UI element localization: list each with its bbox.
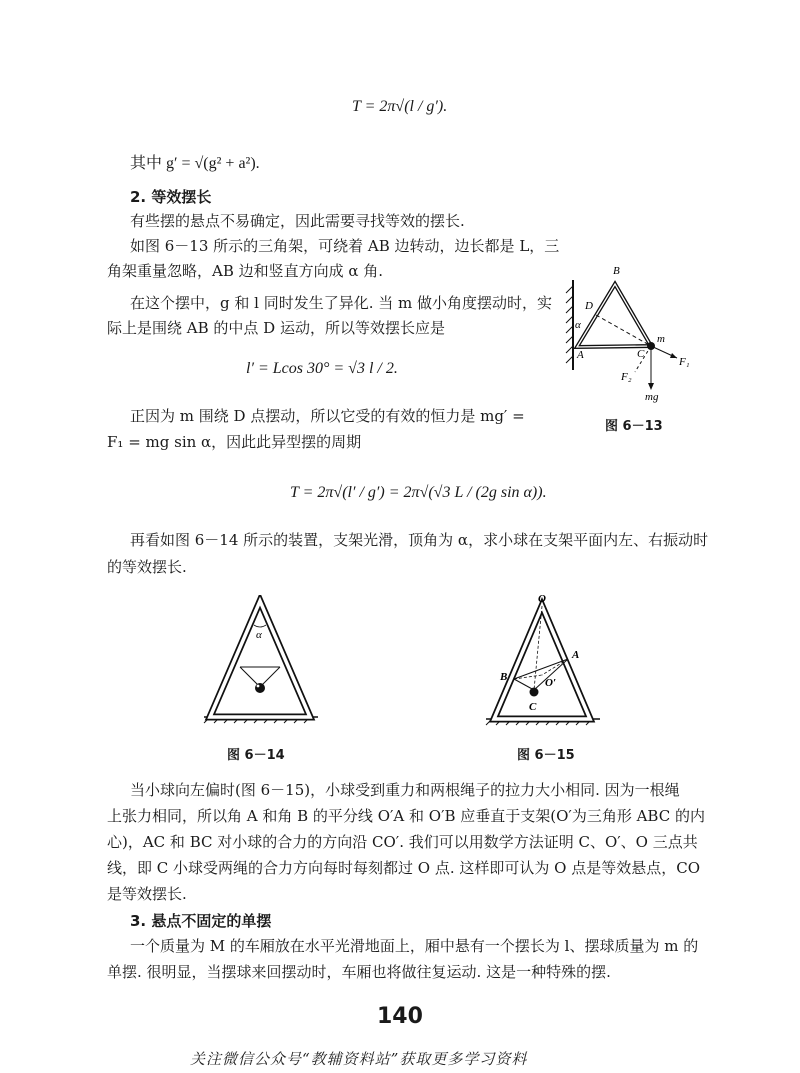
paragraph-5-line-5: 是等效摆长.: [107, 885, 187, 903]
formula-effective-length: l′ = Lcos 30° = √3 l / 2.: [246, 360, 398, 377]
paragraph-4-line-1: 再看如图 6－14 所示的装置，支架光滑，顶角为 α，求小球在支架平面内左、右振动时: [130, 531, 709, 549]
fig15-label-A: A: [572, 649, 580, 661]
fig14-label-alpha: α: [256, 629, 262, 641]
paragraph-1: 有些摆的悬点不易确定，因此需要寻找等效的摆长.: [130, 212, 465, 230]
paragraph-5-line-3: 心)，AC 和 BC 对小球的合力的方向沿 CO′. 我们可以用数学方法证明 C、O′、O 三点共: [107, 833, 698, 851]
paragraph-5-line-1: 当小球向左偏时(图 6－15)，小球受到重力和两根绳子的拉力大小相同. 因为一根绳: [130, 781, 680, 799]
fig13-label-A: A: [577, 349, 584, 361]
paragraph-2-line-1: 如图 6－13 所示的三角架，可绕着 AB 边转动，边长都是 L，三: [130, 237, 560, 255]
paragraph-2-line-4: 际上是围绕 AB 的中点 D 运动，所以等效摆长应是: [107, 319, 445, 337]
formula-period-triangle: T = 2π√(l′ / g′) = 2π√(√3 L / (2g sin α)).: [290, 484, 547, 501]
paragraph-3-line-1: 正因为 m 围绕 D 点摆动，所以它受的有效的恒力是 mg′ =: [130, 407, 525, 425]
fig15-label-O: O: [538, 593, 546, 605]
formula-g-prime: 其中 g′ = √(g² + a²).: [130, 155, 260, 172]
section-heading-3: 3. 悬点不固定的单摆: [130, 912, 272, 930]
fig13-label-D: D: [585, 300, 593, 312]
fig13-label-B: B: [613, 265, 620, 277]
page-number: 140: [377, 1004, 423, 1029]
paragraph-2-line-3: 在这个摆中，g 和 l 同时发生了异化. 当 m 做小角度摆动时，实: [130, 294, 553, 312]
fig15-label-Oprime: O′: [545, 677, 557, 689]
paragraph-2-line-2: 角架重量忽略，AB 边和竖直方向成 α 角.: [107, 262, 384, 280]
fig15-label-C: C: [529, 701, 537, 713]
section3-line-1: 一个质量为 M 的车厢放在水平光滑地面上，厢中悬有一个摆长为 l、摆球质量为 m 的: [130, 937, 699, 955]
figure-6-14: [200, 595, 325, 725]
fig15-label-B: B: [500, 671, 508, 683]
fig13-label-mg: mg: [645, 391, 659, 403]
figure-6-15: [482, 588, 607, 728]
paragraph-3-line-2: F₁ = mg sin α，因此此异型摆的周期: [107, 433, 362, 451]
fig13-label-alpha: α: [575, 319, 581, 331]
fig13-label-F1: F₁: [679, 356, 690, 368]
fig13-label-m: m: [657, 333, 665, 345]
section-heading-2: 2. 等效摆长: [130, 188, 212, 206]
footer-watermark: 关注微信公众号“教辅资料站”获取更多学习资料: [190, 1050, 528, 1068]
fig13-label-F2: F₂: [621, 371, 632, 383]
figure-6-13: [565, 262, 705, 407]
formula-period-effective-g: T = 2π√(l / g′).: [352, 98, 448, 115]
fig13-label-C: C: [637, 348, 645, 360]
paragraph-5-line-4: 线，即 C 小球受两绳的合力方向每时每刻都过 O 点. 这样即可认为 O 点是等效悬点，CO: [107, 859, 700, 877]
section3-line-2: 单摆. 很明显，当摆球来回摆动时，车厢也将做往复运动. 这是一种特殊的摆.: [107, 963, 611, 981]
paragraph-5-line-2: 上张力相同，所以角 A 和角 B 的平分线 O′A 和 O′B 应垂直于支架(O′为三角形 ABC 的内: [107, 807, 705, 825]
caption-fig-6-13: 图 6－13: [605, 419, 663, 434]
paragraph-4-line-2: 的等效摆长.: [107, 558, 187, 576]
caption-fig-6-14: 图 6－14: [227, 748, 285, 763]
caption-fig-6-15: 图 6－15: [517, 748, 575, 763]
